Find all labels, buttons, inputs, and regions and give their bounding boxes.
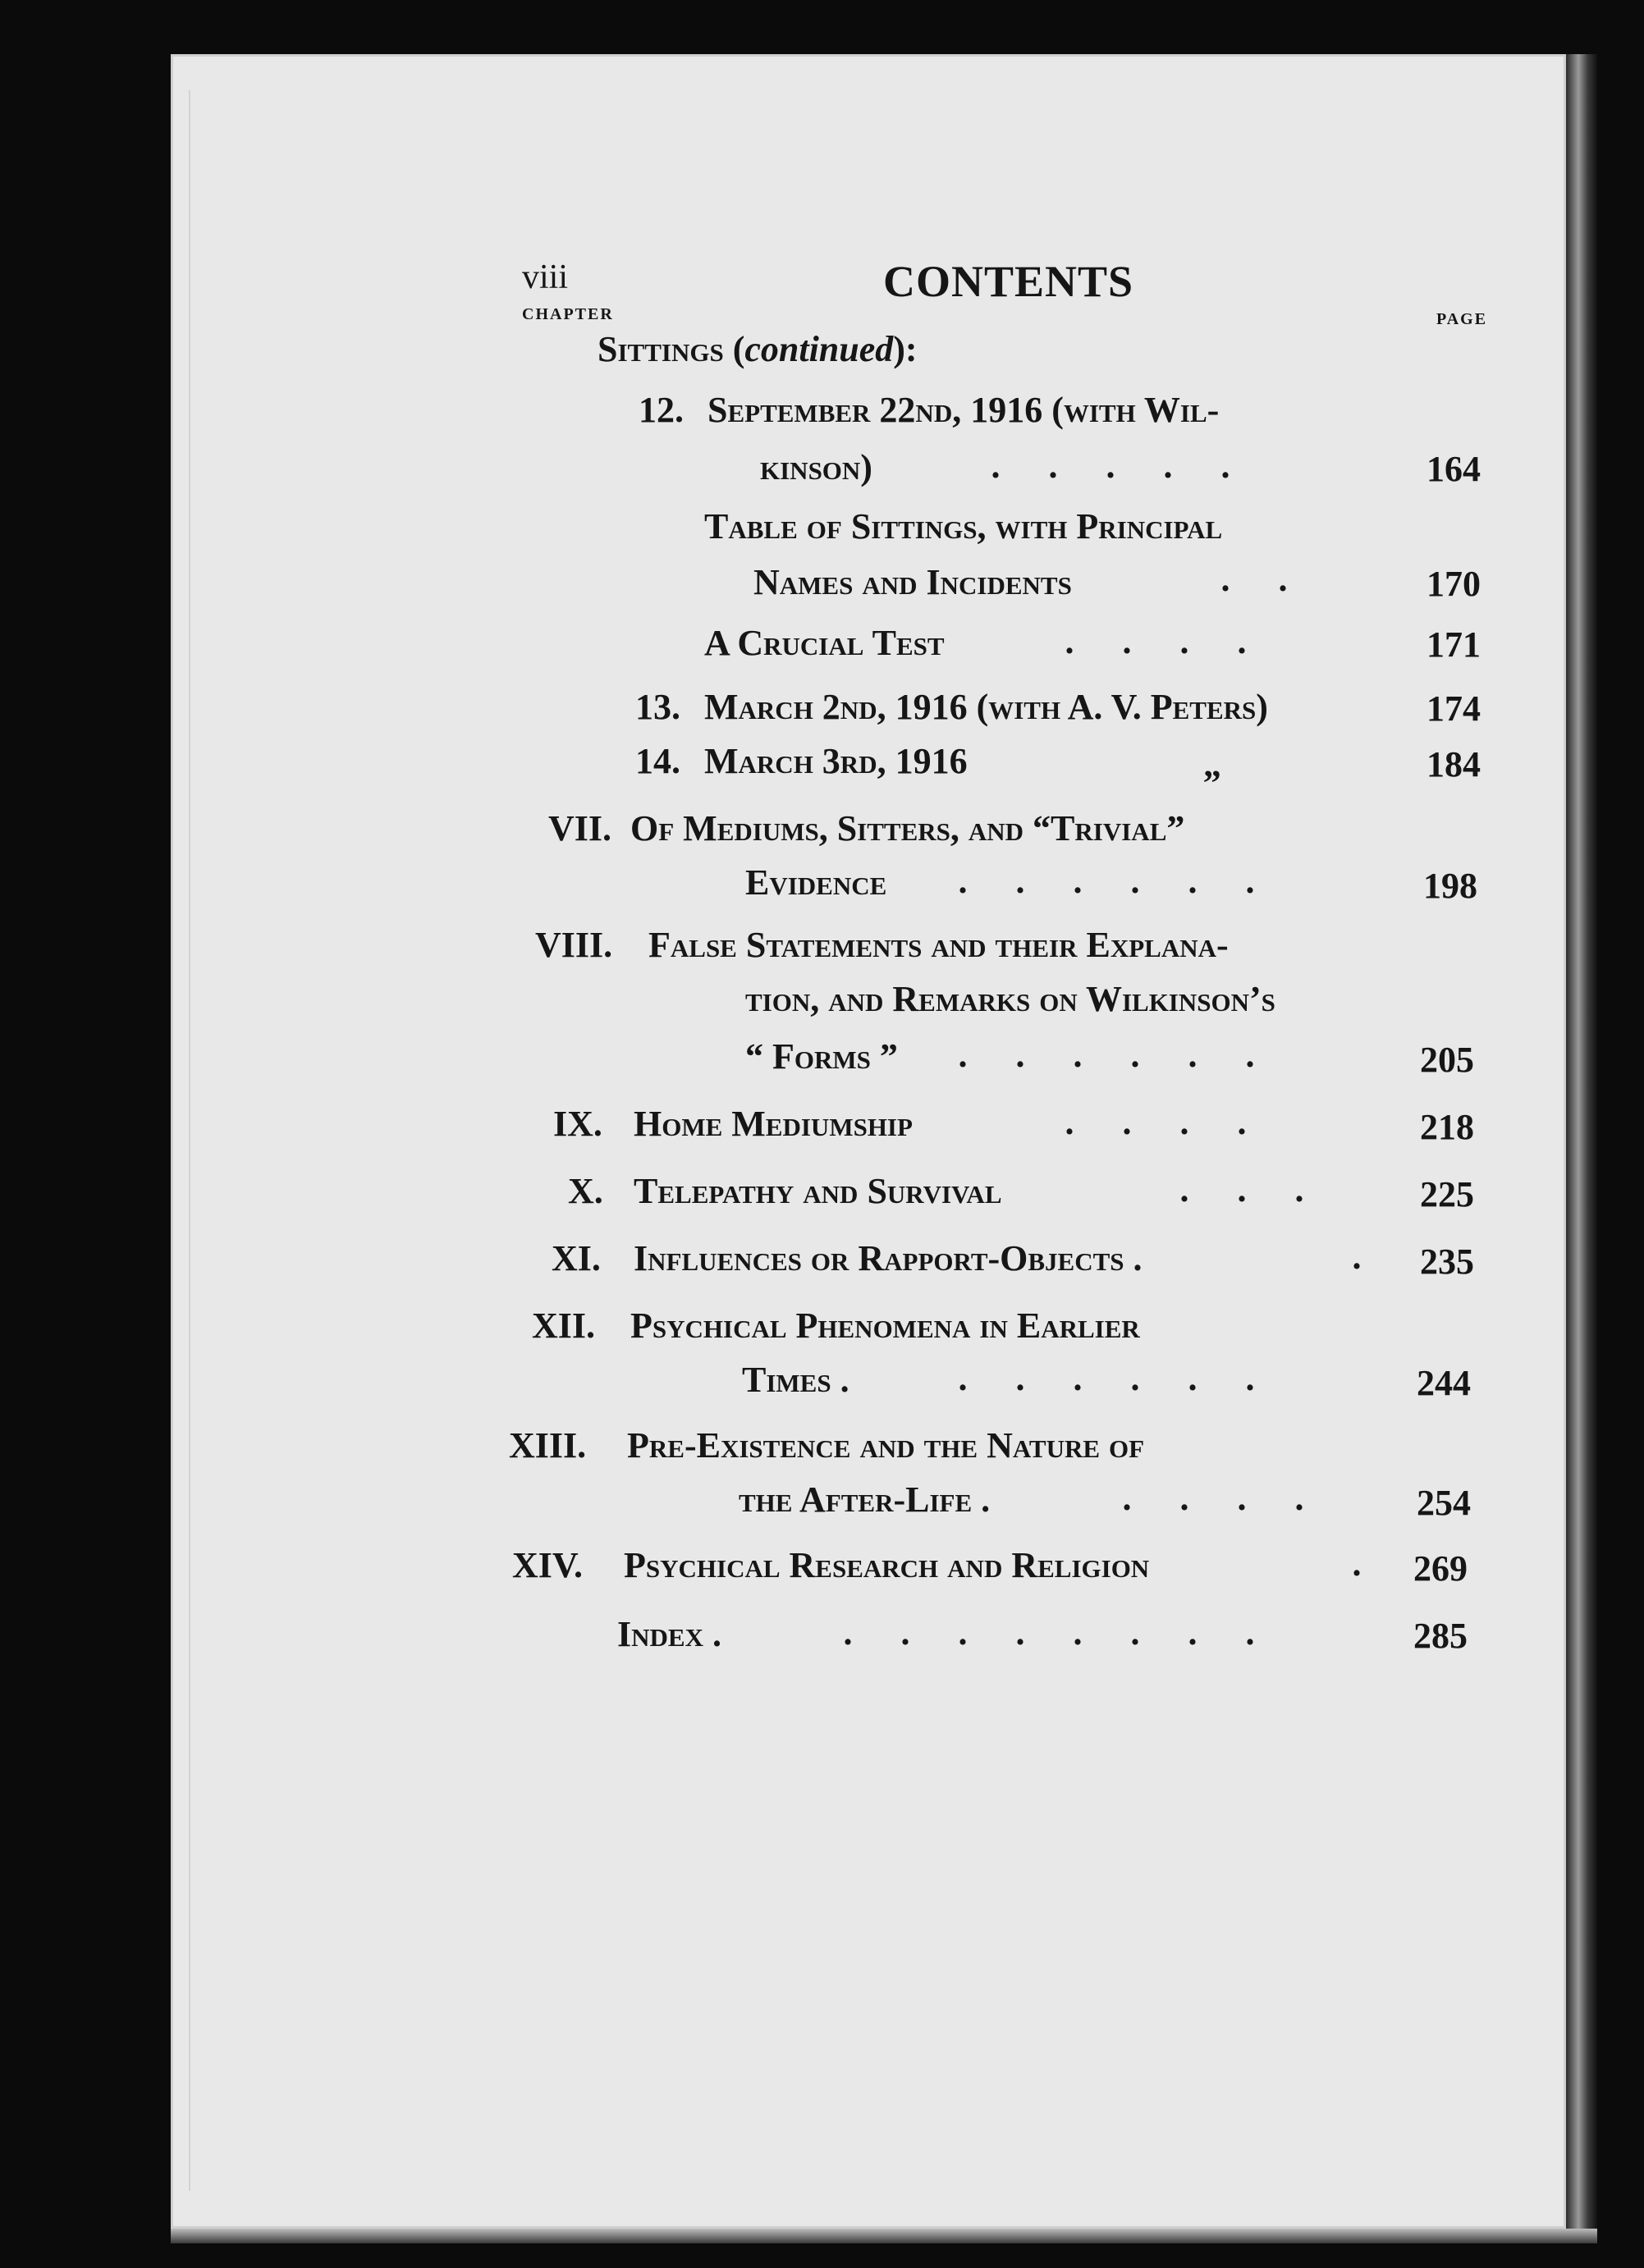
entry-title-line: Names and Incidents — [753, 562, 1072, 602]
page-number: 285 — [1413, 1616, 1468, 1656]
dot-leader: . . . . — [1065, 621, 1247, 661]
chapter-numeral: IX. — [553, 1104, 602, 1144]
dot-leader: . . . — [1179, 1169, 1304, 1209]
entry-title-line: September 22nd, 1916 (with Wil- — [708, 390, 1220, 430]
page-number: 254 — [1417, 1483, 1471, 1523]
chapter-numeral: X. — [568, 1171, 603, 1211]
dot-leader: . . . . . . — [958, 1358, 1255, 1398]
section-heading-paren-open: ( — [723, 329, 745, 369]
column-header-page: PAGE — [1436, 310, 1488, 328]
section-heading — [598, 328, 918, 370]
entry-title-line: Index . — [617, 1614, 721, 1654]
entry-title-line: kinson) — [760, 447, 872, 487]
entry-title-line: the After-Life . — [739, 1479, 991, 1520]
page-number: 164 — [1426, 449, 1481, 489]
dot-leader: . — [1352, 1237, 1362, 1277]
ditto-mark: „ — [1203, 744, 1221, 784]
entry-title-line: Times . — [742, 1360, 849, 1400]
column-header-chapter: CHAPTER — [522, 305, 614, 323]
dot-leader: . . . . . — [991, 446, 1230, 486]
page-folio: viii — [522, 258, 569, 296]
entry-title-line: Home Mediumship — [634, 1104, 913, 1144]
page-number: 174 — [1426, 688, 1481, 729]
chapter-numeral: XI. — [552, 1238, 601, 1278]
dot-leader: . . . . . . — [958, 1035, 1255, 1075]
chapter-numeral: XIII. — [509, 1425, 587, 1466]
page-edge — [171, 2229, 1597, 2243]
dot-leader: . . . . . . . . — [843, 1612, 1255, 1653]
entry-number: 13. — [635, 687, 680, 727]
entry-number: 14. — [635, 741, 680, 781]
chapter-numeral: VII. — [548, 808, 612, 848]
entry-title-line: Table of Sittings, with Principal — [704, 506, 1223, 546]
page-number: 244 — [1417, 1363, 1471, 1403]
page-number: 235 — [1420, 1241, 1474, 1282]
dot-leader: . — [1352, 1543, 1362, 1584]
chapter-numeral: VIII. — [535, 925, 613, 965]
page-number: 205 — [1420, 1040, 1474, 1080]
entry-title-line: March 2nd, 1916 (with A. V. Peters) — [704, 687, 1268, 727]
chapter-numeral: XII. — [532, 1305, 596, 1346]
entry-title-line: Evidence — [745, 862, 887, 903]
page-gutter-line — [189, 90, 190, 2191]
page-title: CONTENTS — [883, 257, 1134, 306]
entry-title-line: Of Mediums, Sitters, and “Trivial” — [630, 808, 1185, 848]
section-heading-main: Sittings — [598, 329, 724, 369]
entry-title-line: A Crucial Test — [704, 623, 945, 663]
section-heading-paren-close: ): — [893, 329, 918, 369]
book-page — [171, 54, 1566, 2229]
page-number: 218 — [1420, 1107, 1474, 1147]
page-number: 170 — [1426, 564, 1481, 604]
entry-title-line: tion, and Remarks on Wilkinson’s — [745, 979, 1275, 1019]
entry-title-line: Psychical Research and Religion — [624, 1545, 1150, 1585]
page-number: 225 — [1420, 1174, 1474, 1214]
entry-title-line: Psychical Phenomena in Earlier — [630, 1305, 1140, 1346]
entry-title-line: Influences or Rapport-Objects . — [634, 1238, 1143, 1278]
entry-title-line: “ Forms ” — [745, 1036, 898, 1077]
page-edge — [1566, 54, 1597, 2229]
page-number: 198 — [1423, 866, 1477, 906]
section-heading-italic: continued — [744, 329, 894, 369]
dot-leader: . . — [1220, 559, 1288, 599]
dot-leader: . . . . . . — [958, 861, 1255, 901]
page-number: 269 — [1413, 1548, 1468, 1589]
chapter-numeral: XIV. — [512, 1545, 584, 1585]
entry-title-line: Pre-Existence and the Nature of — [627, 1425, 1145, 1466]
entry-number: 12. — [639, 390, 684, 430]
dot-leader: . . . . — [1065, 1102, 1247, 1142]
entry-title-line: March 3rd, 1916 — [704, 741, 968, 781]
page-number: 184 — [1426, 744, 1481, 784]
dot-leader: . . . . — [1122, 1478, 1304, 1518]
entry-title-line: Telepathy and Survival — [634, 1171, 1002, 1211]
page-number: 171 — [1426, 624, 1481, 665]
entry-title-line: False Statements and their Explana- — [648, 925, 1229, 965]
